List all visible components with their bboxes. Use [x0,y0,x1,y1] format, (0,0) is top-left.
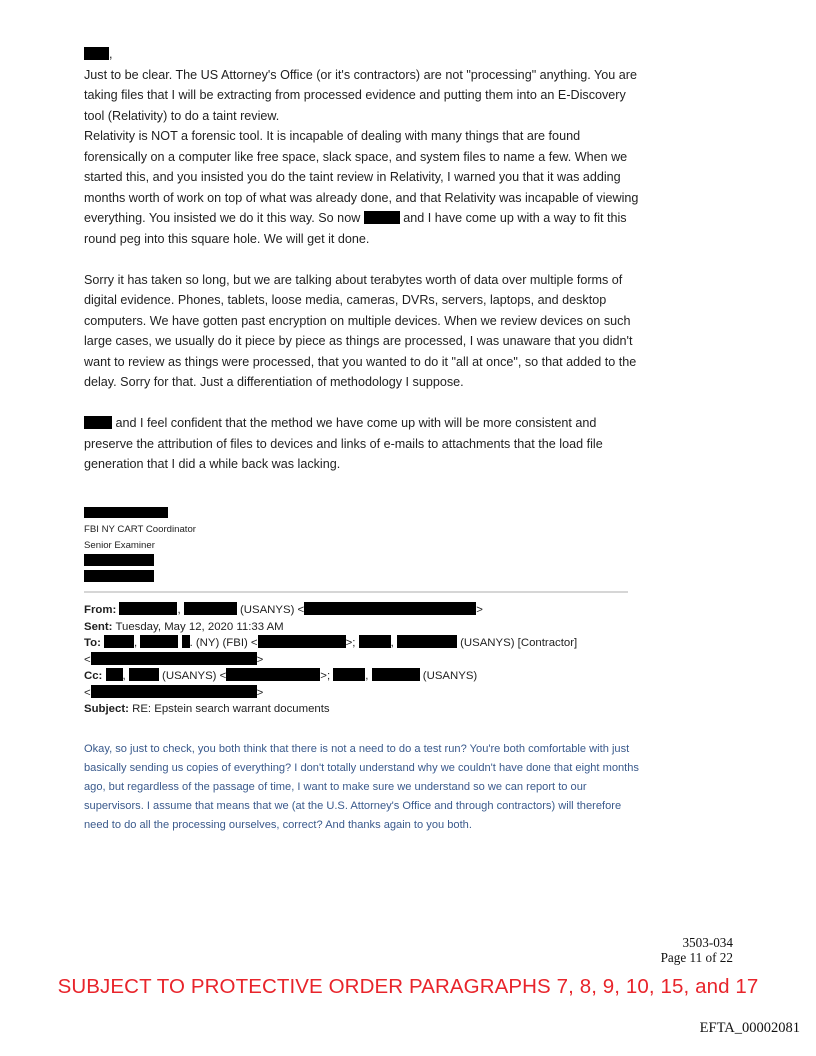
redaction-box [84,507,168,518]
bates-number: EFTA_00002081 [699,1020,800,1036]
redaction-box [304,602,476,615]
redaction-box [372,668,420,681]
paragraph-1: Just to be clear. The US Attorney's Office (or it's contractors) are not "processing" anything. You are taking files that I will be extracting from processed evidence and putting them into an E-Discovery tool (Relativity) to do a taint review. [84,67,641,123]
redaction-box [91,652,257,665]
signature-block [84,506,196,586]
from-line: From: , (USANYS) < > [84,604,483,616]
redaction-box [84,554,154,566]
redaction-box [84,47,109,60]
signature-role: Senior Examiner [84,540,155,551]
redaction-box [397,635,457,648]
to-line: To: , . (NY) (FBI) < >; , (USANYS) [Contractor] [84,637,578,649]
paragraph-4: and I feel confident that the method we have come up with will be more consistent and preserve the attribution of files to devices and links of e-mails to attachments that the load file generation that I did a while back was lacking. [84,416,607,471]
redaction-box [119,602,177,615]
paragraph-3: Sorry it has taken so long, but we are talking about terabytes worth of data over multiple forms of digital evidence. Phones, tablets, loose media, cameras, DVRs, servers, laptops, and desktop computers. We have gotten past encryption on multiple devices. When we review devices on such large cases, we usually do it piece by piece as things are processed, I was unaware that you didn't want to review as things were processed, that you wanted to do it "all at once", so that added to the delay. Sorry for that. Just a differentiation of methodology I suppose. [84,272,640,389]
redaction-box [258,635,346,648]
redaction-box [364,211,400,224]
redaction-box [359,635,391,648]
redaction-box [104,635,134,648]
salutation: , [84,44,644,65]
redaction-box [129,668,159,681]
redaction-box [333,668,365,681]
page-number: Page 11 of 22 [660,950,733,965]
sent-line: Sent: Tuesday, May 12, 2020 11:33 AM [84,620,284,633]
redaction-box [182,635,190,648]
subject-line: Subject: RE: Epstein search warrant documents [84,703,330,715]
redaction-box [184,602,237,615]
exhibit-number: 3503-034 [682,935,733,950]
signature-title: FBI NY CART Coordinator [84,524,196,535]
email-header: From: , (USANYS) < > Sent: Tuesday, May 12, 2020 11:33 AM To: , . (NY) (FBI) < >; , (USANYS) [Contractor] < > Cc: , (USANYS) < >; , (USANYS) < > Subject: RE: Epstein search warrant documents [84,602,644,718]
redaction-box [84,416,112,429]
redaction-box [140,635,178,648]
reply-message: Okay, so just to check, you both think that there is not a need to do a test run? You're both comfortable with just basically sending us copies of everything? I don't totally understand why we couldn't have done that eight months ago, but regardless of the passage of time, I want to make sure we understand so we can report to our supervisors. I assume that means that we (at the U.S. Attorney's Office and through contractors) will therefore need to do all the processing ourselves, correct? And thanks again to you both. [84,743,639,831]
letter-body [84,44,644,475]
cc-line: Cc: , (USANYS) < >; , (USANYS) [84,670,478,682]
redaction-box [106,668,123,681]
redaction-box [226,668,320,681]
redaction-box [91,685,257,698]
paragraph-2: Relativity is NOT a forensic tool. It is incapable of dealing with many things that are found forensically on a computer like free space, slack space, and system files to name a few. When we started this, and you insisted you do the taint review in Relativity, I warned you that it was adding months worth of work on top of what was already done, and that Relativity was incapable of viewing everything. You insisted we do it this way. So now and I have come up with a way to fit this round peg into this square hole. We will get it done. [84,129,642,246]
exhibit-stamp [661,935,733,965]
section-divider [84,591,628,593]
protective-order-notice: SUBJECT TO PROTECTIVE ORDER PARAGRAPHS 7, 8, 9, 10, 15, and 17 [57,975,759,998]
redaction-box [84,570,154,582]
